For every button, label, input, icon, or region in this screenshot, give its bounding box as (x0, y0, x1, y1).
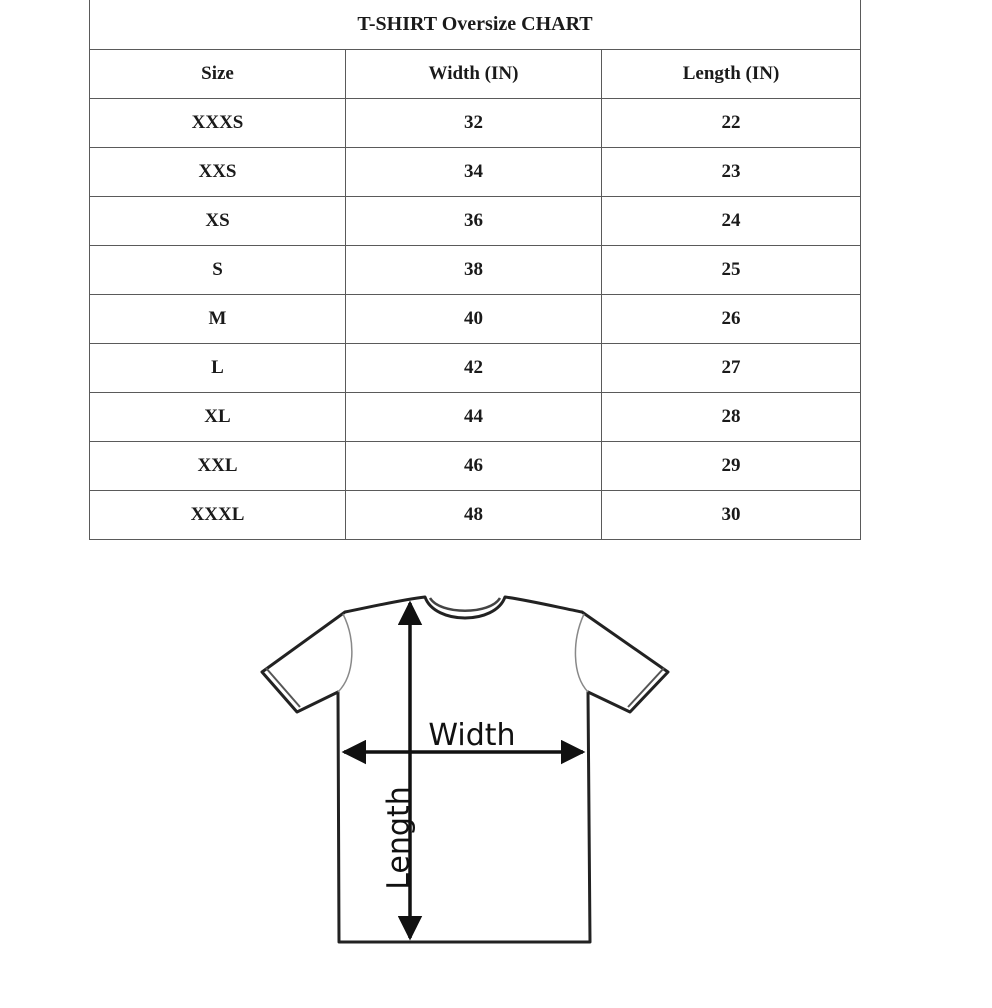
size-cell: S (90, 246, 346, 295)
header-width: Width (IN) (346, 50, 602, 99)
chart-title-row (90, 0, 861, 50)
width-cell: 42 (346, 344, 602, 393)
chart-title: T-SHIRT Oversize CHART (90, 0, 861, 50)
table-row (90, 442, 861, 491)
table-row (90, 295, 861, 344)
width-cell: 48 (346, 491, 602, 540)
table-row (90, 148, 861, 197)
width-cell: 34 (346, 148, 602, 197)
width-label: Width (428, 718, 516, 753)
header-size: Size (90, 50, 346, 99)
table-row (90, 491, 861, 540)
width-cell: 38 (346, 246, 602, 295)
size-cell: XXXS (90, 99, 346, 148)
length-cell: 27 (602, 344, 861, 393)
length-cell: 26 (602, 295, 861, 344)
collar-line (430, 598, 500, 611)
size-cell: XS (90, 197, 346, 246)
width-cell: 32 (346, 99, 602, 148)
width-cell: 36 (346, 197, 602, 246)
width-cell: 46 (346, 442, 602, 491)
tshirt-outline (262, 597, 668, 942)
width-cell: 40 (346, 295, 602, 344)
size-cell: XXL (90, 442, 346, 491)
table-row (90, 344, 861, 393)
tshirt-measurement-diagram (255, 585, 680, 950)
length-cell: 22 (602, 99, 861, 148)
header-row (90, 50, 861, 99)
length-cell: 25 (602, 246, 861, 295)
length-label: Length (381, 786, 417, 890)
length-cell: 23 (602, 148, 861, 197)
size-cell: XXXL (90, 491, 346, 540)
size-chart-table (89, 0, 861, 540)
size-cell: M (90, 295, 346, 344)
size-cell: XXS (90, 148, 346, 197)
length-cell: 24 (602, 197, 861, 246)
length-cell: 29 (602, 442, 861, 491)
header-length: Length (IN) (602, 50, 861, 99)
table-row (90, 99, 861, 148)
width-cell: 44 (346, 393, 602, 442)
table-row (90, 197, 861, 246)
size-cell: XL (90, 393, 346, 442)
size-cell: L (90, 344, 346, 393)
table-row (90, 246, 861, 295)
table-row (90, 393, 861, 442)
length-cell: 30 (602, 491, 861, 540)
length-cell: 28 (602, 393, 861, 442)
